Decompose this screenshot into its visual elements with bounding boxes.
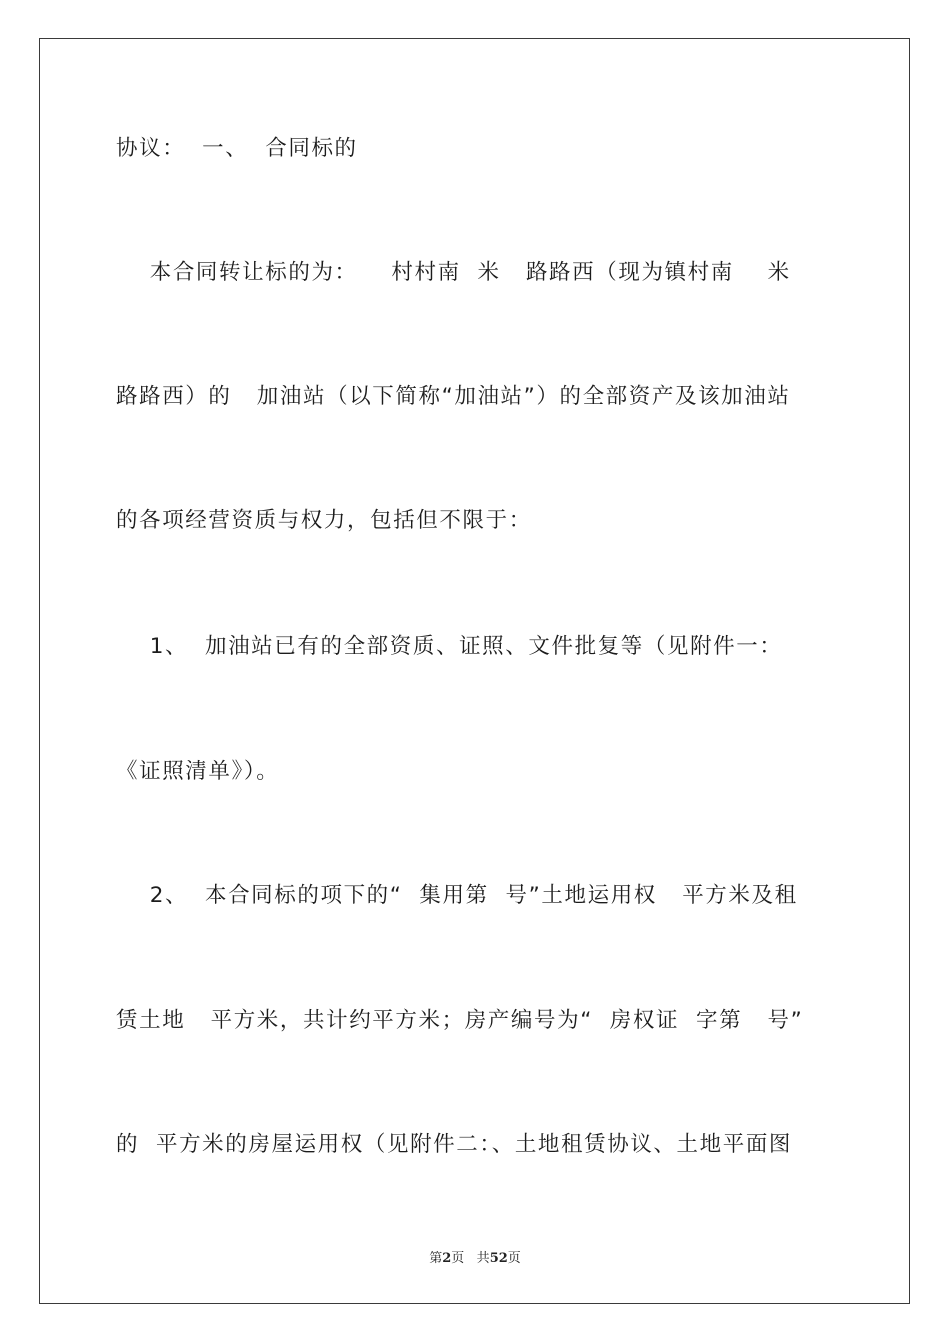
page-frame <box>39 38 910 1304</box>
text-line-4: 的各项经营资质与权力，包括但不限于： <box>116 508 532 533</box>
text-line-8: 赁土地 平方米，共计约平方米；房产编号为“ 房权证 字第 号” <box>116 1008 804 1033</box>
page-unit: 页 <box>451 1251 465 1266</box>
total-unit: 页 <box>507 1251 521 1266</box>
total-prefix: 共 <box>476 1251 490 1266</box>
text-line-3: 路路西）的 加油站（以下简称“加油站”）的全部资产及该加油站 <box>116 384 791 409</box>
text-line-7: 2、 本合同标的项下的“ 集用第 号”土地运用权 平方米及租 <box>116 883 798 908</box>
page-prefix: 第 <box>429 1251 443 1266</box>
page-number: 2 <box>442 1251 452 1266</box>
text-line-6: 《证照清单》）。 <box>116 759 280 784</box>
text-line-1: 协议： 一、 合同标的 <box>116 136 358 161</box>
text-line-2: 本合同转让标的为： 村村南 米 路路西（现为镇村南 米 <box>116 260 791 285</box>
text-line-5: 1、 加油站已有的全部资质、证照、文件批复等（见附件一： <box>116 634 783 659</box>
text-line-9: 的 平方米的房屋运用权（见附件二：、土地租赁协议、土地平面图 <box>116 1132 793 1157</box>
total-pages: 52 <box>489 1251 508 1266</box>
page-footer <box>0 1247 950 1266</box>
